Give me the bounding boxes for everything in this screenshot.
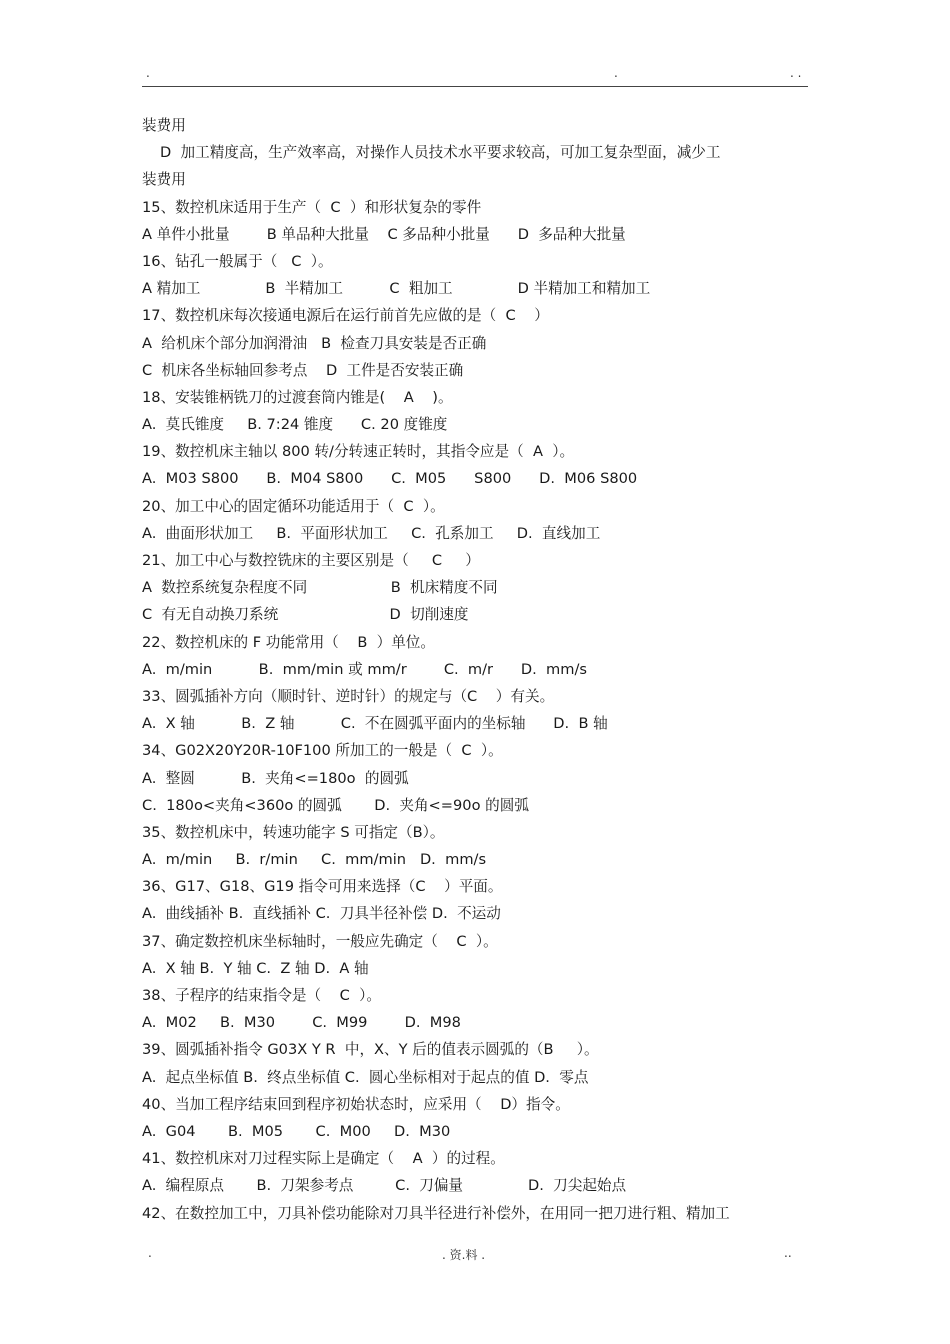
footer-right-mark: ..: [784, 1246, 792, 1260]
text-line: 20、加工中心的固定循环功能适用于（ C ）。: [142, 497, 445, 515]
text-line: 装费用: [142, 117, 186, 134]
text-line: 19、数控机床主轴以 800 转/分转速正转时，其指令应是（ A ）。: [142, 443, 575, 461]
text-line: A. m/min B. r/min C. mm/min D. mm/s: [142, 851, 487, 869]
text-line: 37、确定数控机床坐标轴时，一般应先确定（ C ）。: [142, 932, 498, 950]
header-rule: [142, 86, 808, 87]
text-line: 18、安装锥柄铣刀的过渡套筒内锥是( A )。: [142, 388, 453, 406]
footer-left-mark: .: [148, 1246, 152, 1260]
text-line: A. M02 B. M30 C. M99 D. M98: [142, 1014, 461, 1032]
text-line: A. m/min B. mm/min 或 mm/r C. m/r D. mm/s: [142, 660, 587, 678]
text-line: C. 180o<夹角<360o 的圆弧 D. 夹角<=90o 的圆弧: [142, 796, 529, 814]
text-line: A 数控系统复杂程度不同 B 机床精度不同: [142, 579, 498, 597]
text-line: A. X 轴 B. Z 轴 C. 不在圆弧平面内的坐标轴 D. B 轴: [142, 715, 608, 733]
text-line: A. X 轴 B. Y 轴 C. Z 轴 D. A 轴: [142, 959, 369, 977]
text-line: A. 曲面形状加工 B. 平面形状加工 C. 孔系加工 D. 直线加工: [142, 524, 601, 542]
page-header: [142, 66, 808, 82]
text-line: D 加工精度高，生产效率高，对操作人员技术水平要求较高，可加工复杂型面，减少工: [160, 144, 721, 162]
text-line: A. 曲线插补 B. 直线插补 C. 刀具半径补偿 D. 不运动: [142, 905, 501, 923]
text-line: A 精加工 B 半精加工 C 粗加工 D 半精加工和精加工: [142, 280, 651, 298]
text-line: C 有无自动换刀系统 D 切削速度: [142, 606, 469, 624]
text-line: 34、G02X20Y20R-10F100 所加工的一般是（ C ）。: [142, 742, 503, 760]
text-line: 40、当加工程序结束回到程序初始状态时，应采用（ D）指令。: [142, 1095, 570, 1113]
text-line: 38、子程序的结束指令是（ C ）。: [142, 987, 382, 1004]
text-line: 35、数控机床中，转速功能字 S 可指定（B）。: [142, 823, 445, 841]
text-line: 33、圆弧插补方向（顺时针、逆时针）的规定与（C ）有关。: [142, 687, 555, 705]
text-line: 22、数控机床的 F 功能常用（ B ）单位。: [142, 633, 435, 651]
text-line: 36、G17、G18、G19 指令可用来选择（C ）平面。: [142, 878, 503, 896]
header-center-mark: .: [614, 66, 618, 80]
text-line: C 机床各坐标轴回参考点 D 工件是否安装正确: [142, 361, 464, 379]
document-body: [142, 112, 812, 1227]
text-line: 39、圆弧插补指令 G03X Y R 中，X、Y 后的值表示圆弧的（B ）。: [142, 1041, 599, 1059]
text-line: 42、在数控加工中，刀具补偿功能除对刀具半径进行补偿外，在用同一把刀进行粗、精加工: [142, 1204, 730, 1222]
text-line: 15、数控机床适用于生产（ C ）和形状复杂的零件: [142, 198, 482, 216]
text-line: A. 莫氏锥度 B. 7:24 锥度 C. 20 度锥度: [142, 416, 448, 434]
header-left-mark: .: [146, 66, 150, 80]
text-line: 21、加工中心与数控铣床的主要区别是（ C ）: [142, 552, 480, 569]
text-line: A. 整圆 B. 夹角<=180o 的圆弧: [142, 769, 409, 787]
text-line: A. 编程原点 B. 刀架参考点 C. 刀偏量 D. 刀尖起始点: [142, 1177, 627, 1195]
text-line: A. M03 S800 B. M04 S800 C. M05 S800 D. M06 S800: [142, 470, 638, 488]
text-line: 装费用: [142, 171, 186, 189]
footer-center-text: . 资.料 .: [442, 1248, 486, 1262]
text-line: 16、钻孔一般属于（ C ）。: [142, 252, 333, 270]
text-line: 41、数控机床对刀过程实际上是确定（ A ）的过程。: [142, 1150, 505, 1168]
header-right-mark: . .: [790, 66, 802, 80]
text-line: A. G04 B. M05 C. M00 D. M30: [142, 1122, 451, 1140]
page-footer: [142, 1246, 808, 1264]
text-line: 17、数控机床每次接通电源后在运行前首先应做的是（ C ）: [142, 307, 549, 325]
text-line: A 单件小批量 B 单品种大批量 C 多品种小批量 D 多品种大批量: [142, 225, 626, 243]
text-line: A 给机床个部分加润滑油 B 检查刀具安装是否正确: [142, 334, 487, 352]
text-line: A. 起点坐标值 B. 终点坐标值 C. 圆心坐标相对于起点的值 D. 零点: [142, 1068, 589, 1086]
